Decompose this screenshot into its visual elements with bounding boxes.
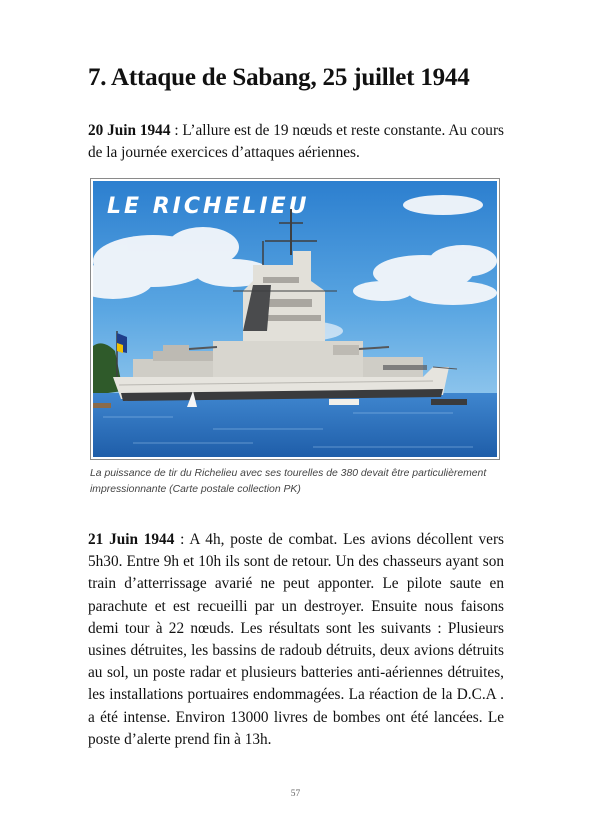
launch-boat <box>329 399 359 405</box>
entry-text: A 4h, poste de combat. Les avions décollent vers 5h30. Entre 9h et 10h ils sont de retour. Un des chasseurs ayant son train d’atterrissage avarié ne peut apponter. Le pilote saute en parachute et est recueilli par un destroyer. Ensuite nous faisons demi tour à 22 nœuds. Les résultats sont les suivants : Plusieurs usines détruites, les bassins de radoub détruits, deux avions détruits au sol, un poste radar et plusieurs batteries anti-aériennes détruites, les installations portuaires endommagées. La réaction de la D.C.A . a été intense. Environ 13000 livres de bombes ont été lancées. Le poste d’alerte prend fin à 13h. <box>88 531 504 748</box>
entry-date: 21 Juin 1944 <box>88 531 175 548</box>
launch-boat <box>93 403 111 408</box>
entry-date: 20 Juin 1944 <box>88 122 171 139</box>
figure-caption: La puissance de tir du Richelieu avec ses tourelles de 380 devait être particulièrement impressionnante (Carte postale collection PK) <box>90 468 487 495</box>
page-title: 7. Attaque de Sabang, 25 juillet 1944 <box>88 64 470 91</box>
postcard-image <box>90 178 500 460</box>
entry-separator: : <box>170 122 183 139</box>
page-number: 57 <box>290 789 301 799</box>
card-title: LE RICHELIEU <box>107 194 310 219</box>
entry-separator: : <box>174 531 190 548</box>
launch-boat <box>431 399 467 405</box>
entry-text: L’allure est de 19 nœuds et reste constante. Au cours de la journée exercices d’attaques aériennes. <box>88 122 504 162</box>
entry-paragraph <box>88 120 504 164</box>
entry-paragraph <box>88 529 504 751</box>
battleship-photo <box>93 181 497 457</box>
